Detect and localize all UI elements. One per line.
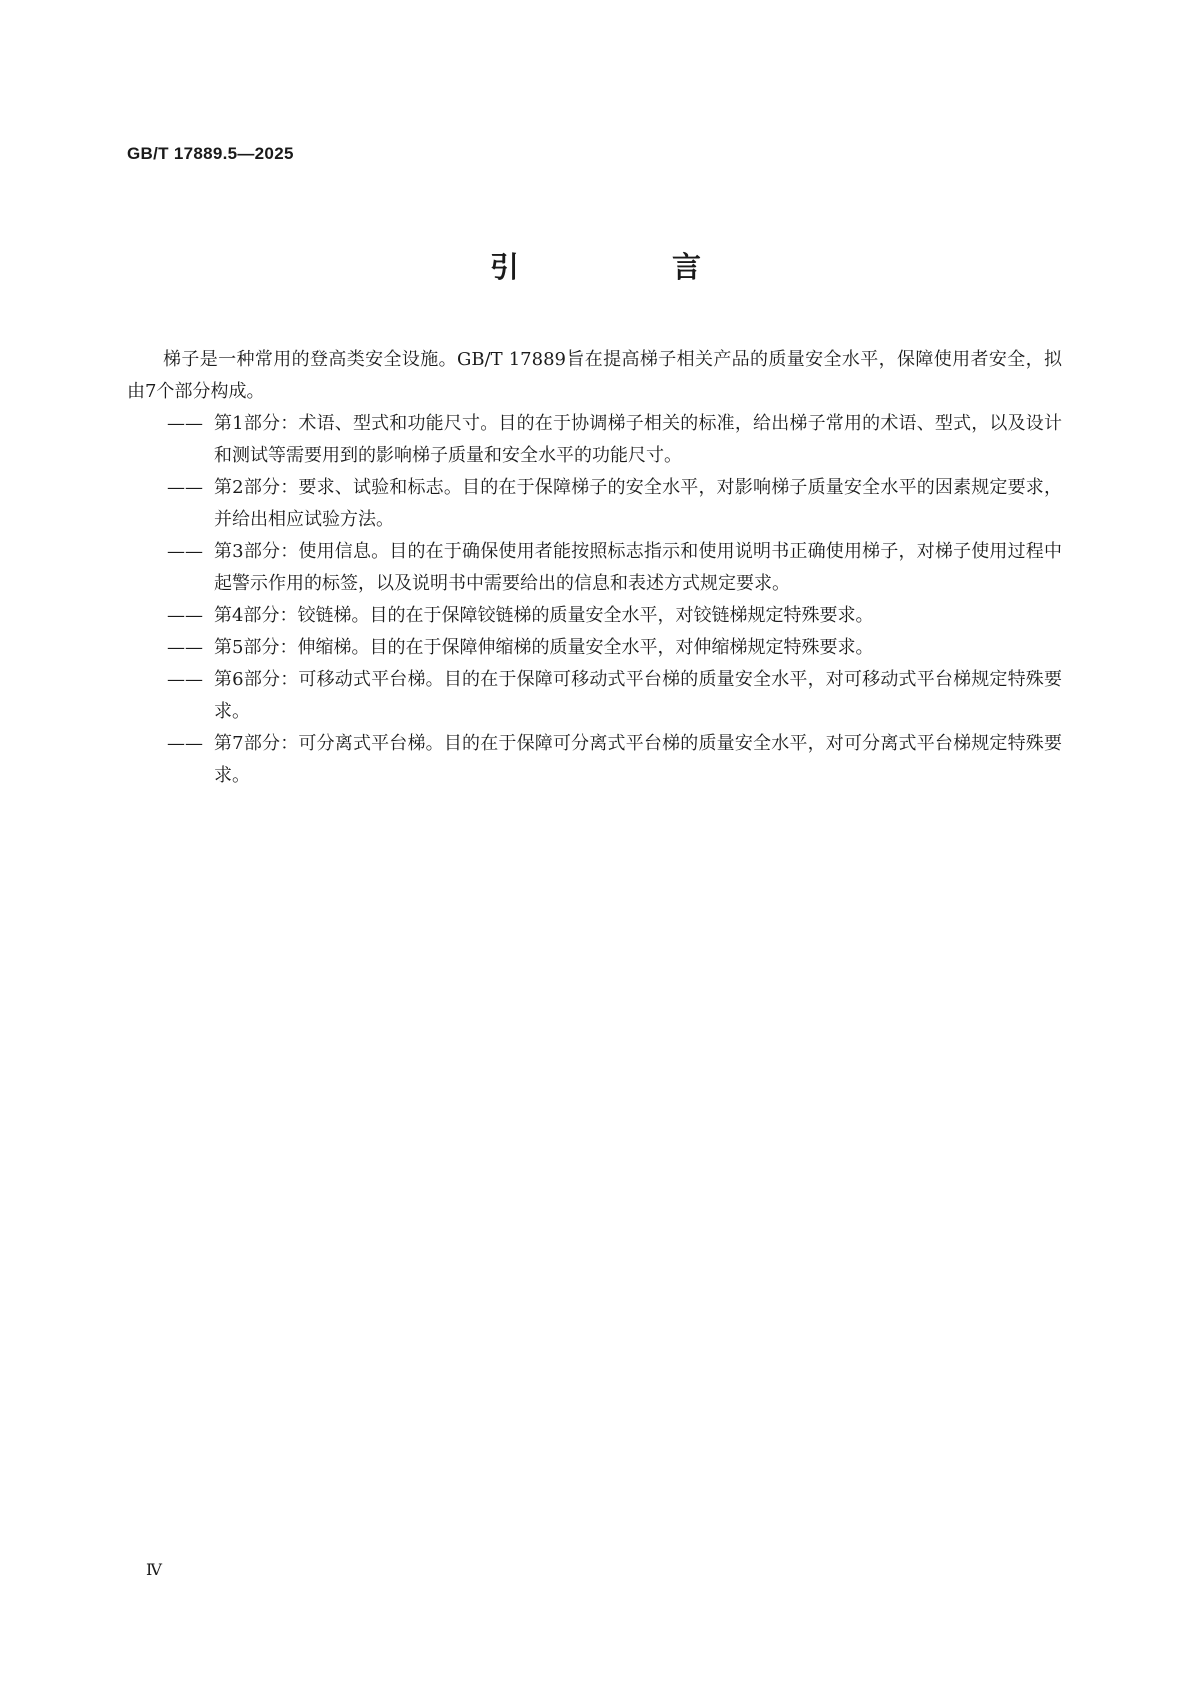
page-title: 引 言 — [489, 250, 763, 284]
document-id: GB/T 17889.5—2025 — [127, 144, 294, 163]
list-item-part-5 — [127, 632, 1062, 664]
list-dash: —— — [167, 733, 203, 754]
list-item-text: 第7部分：可分离式平台梯。目的在于保障可分离式平台梯的质量安全水平，对可分离式平台梯规定特殊要求。 — [214, 733, 1062, 786]
list-item-part-2 — [127, 472, 1062, 536]
page-number: Ⅳ — [146, 1560, 162, 1579]
list-item-part-7 — [127, 728, 1062, 792]
foreword-body — [127, 344, 1062, 792]
list-item-text: 第6部分：可移动式平台梯。目的在于保障可移动式平台梯的质量安全水平，对可移动式平台梯规定特殊要求。 — [214, 669, 1062, 722]
list-item-part-1 — [127, 408, 1062, 472]
list-item-part-6 — [127, 664, 1062, 728]
list-dash: —— — [167, 605, 203, 626]
list-item-text: 第2部分：要求、试验和标志。目的在于保障梯子的安全水平，对影响梯子质量安全水平的因素规定要求，并给出相应试验方法。 — [214, 477, 1062, 530]
list-item-part-3 — [127, 536, 1062, 600]
list-item-text: 第5部分：伸缩梯。目的在于保障伸缩梯的质量安全水平，对伸缩梯规定特殊要求。 — [214, 637, 874, 658]
list-item-text: 第4部分：铰链梯。目的在于保障铰链梯的质量安全水平，对铰链梯规定特殊要求。 — [214, 605, 874, 626]
list-dash: —— — [167, 477, 203, 498]
list-dash: —— — [167, 637, 203, 658]
list-item-text: 第3部分：使用信息。目的在于确保使用者能按照标志指示和使用说明书正确使用梯子，对梯子使用过程中起警示作用的标签，以及说明书中需要给出的信息和表述方式规定要求。 — [214, 541, 1062, 594]
list-dash: —— — [167, 413, 203, 434]
list-item-part-4 — [127, 600, 1062, 632]
intro-paragraph: 梯子是一种常用的登高类安全设施。GB/T 17889旨在提高梯子相关产品的质量安全水平，保障使用者安全，拟由7个部分构成。 — [127, 349, 1062, 402]
list-item-text: 第1部分：术语、型式和功能尺寸。目的在于协调梯子相关的标准，给出梯子常用的术语、型式，以及设计和测试等需要用到的影响梯子质量和安全水平的功能尺寸。 — [214, 413, 1062, 466]
list-dash: —— — [167, 541, 203, 562]
list-dash: —— — [167, 669, 203, 690]
